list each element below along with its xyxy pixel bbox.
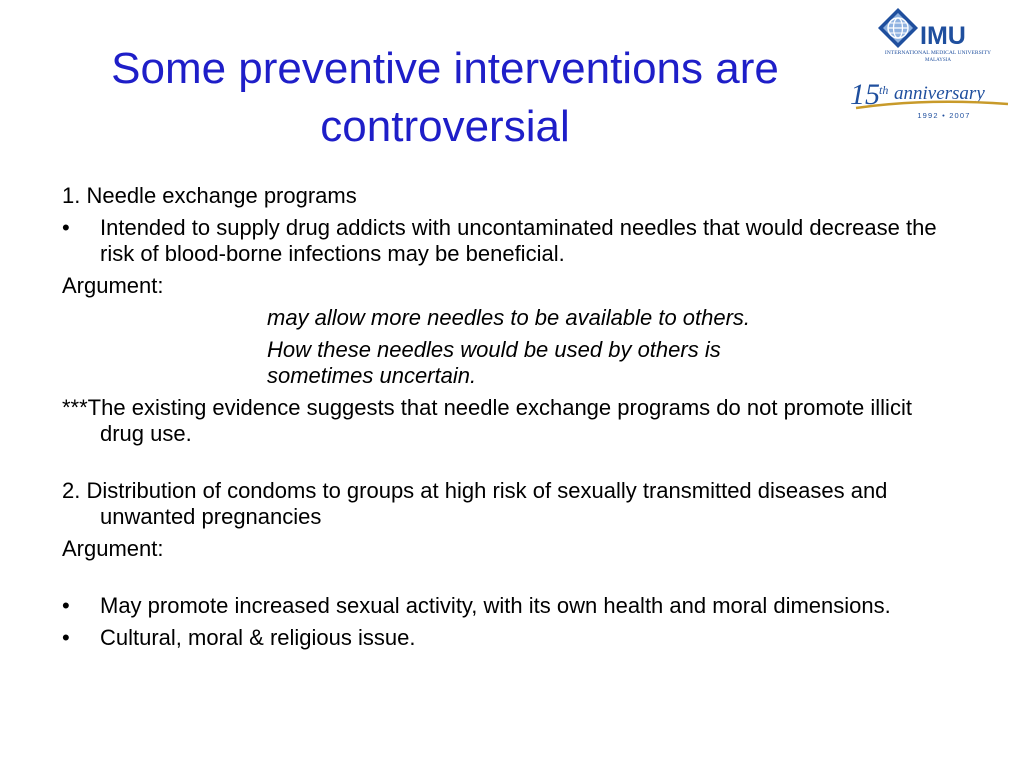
- section-2-argument-label: Argument:: [62, 536, 164, 561]
- section-1-argument-label: Argument:: [62, 273, 164, 298]
- logo-org-short: IMU: [920, 22, 966, 50]
- section-1-argument-2: How these needles would be used by others is sometimes uncertain.: [267, 337, 721, 388]
- slide-title-line-1: Some preventive interventions are: [111, 44, 779, 93]
- section-1-bullet: [62, 215, 962, 267]
- bullet-marker: •: [62, 593, 70, 618]
- bullet-marker: •: [62, 215, 70, 240]
- section-2-bullet-1: [62, 593, 962, 619]
- section-1-evidence: ***The existing evidence suggests that needle exchange programs do not promote illicit drug use.: [62, 395, 912, 446]
- section-1-heading: 1. Needle exchange programs: [62, 183, 357, 208]
- section-1-argument-1: may allow more needles to be available to others.: [267, 305, 751, 330]
- logo-org-full: INTERNATIONAL MEDICAL UNIVERSITY: [884, 50, 992, 56]
- logo-anniversary-word: anniversary: [894, 83, 985, 104]
- logo-anniversary-suffix: th: [879, 83, 889, 97]
- section-1-bullet-text: Intended to supply drug addicts with uncontaminated needles that would decrease the risk of blood-borne infections may be beneficial.: [100, 215, 937, 266]
- bullet-marker: •: [62, 625, 70, 650]
- logo-years: 1992 • 2007: [917, 111, 971, 120]
- imu-anniversary-logo: [846, 4, 1016, 124]
- section-2-bullet-2: [62, 625, 962, 651]
- section-2-bullet-2-text: Cultural, moral & religious issue.: [100, 625, 416, 650]
- slide-title-line-2: controversial: [320, 102, 570, 151]
- slide-body: [62, 183, 962, 651]
- section-2-heading: 2. Distribution of condoms to groups at high risk of sexually transmitted diseases and unwanted pregnancies: [62, 478, 888, 529]
- logo-country: MALAYSIA: [925, 58, 951, 63]
- globe-icon: [878, 8, 918, 48]
- section-2-bullet-1-text: May promote increased sexual activity, with its own health and moral dimensions.: [100, 593, 891, 618]
- logo-anniversary-number: 15: [850, 78, 880, 111]
- slide-title: [40, 40, 850, 156]
